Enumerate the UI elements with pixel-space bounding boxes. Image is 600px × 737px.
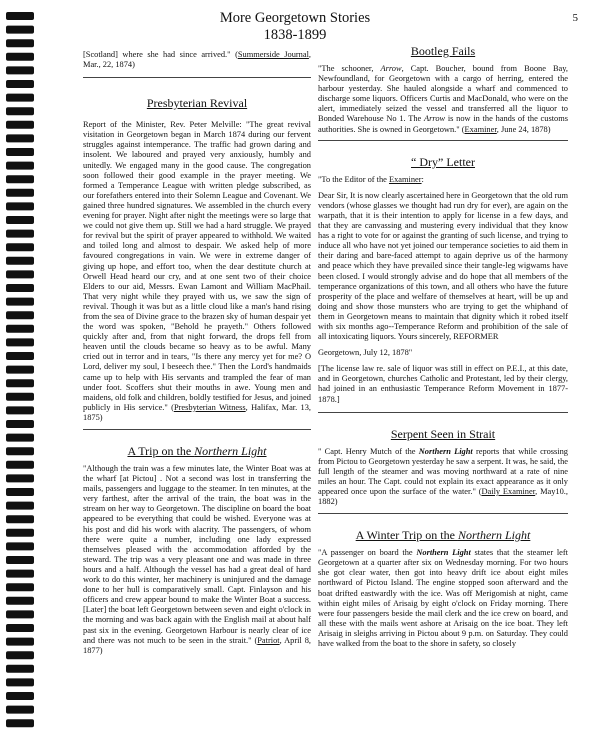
- article-title-dry-letter: “ Dry” Letter: [411, 154, 475, 169]
- binding-coil: [6, 706, 34, 714]
- binding-coil: [6, 189, 34, 197]
- binding-coil: [6, 570, 34, 578]
- binding-coil: [6, 542, 34, 550]
- binding-coil: [6, 461, 34, 469]
- citation: Patriot: [257, 635, 280, 645]
- article-title-trip: A Trip on the Northern Light: [127, 444, 267, 458]
- running-header: [45, 10, 545, 44]
- citation: Examiner: [464, 124, 497, 134]
- binding-coil: [6, 148, 34, 156]
- article-body-winter-trip: "A passenger on board the Northern Light states that the steamer left Georgetown at a quarter after six on Wednesday morning. For two hours she got clear water, then got into heavy drift ice about eight miles northward of Pictou Island. The engine stopped soon afterward and the boat drifted eastwardly with the ice. Was off Merigomish at night, came within eight miles of Arisaig by eight o'clock on Friday morning. There were four passengers beside the mail clerk and the ice crew on board, and all these with the mails went ashore at Arisaig on the ice boat. They left Arisaig in sleighs arriving in Pictou about 9 p.m. on Saturday. They could have walked from the boat to the shore in safety, so closely: [318, 548, 568, 649]
- binding-coil: [6, 94, 34, 102]
- binding-coil: [6, 39, 34, 47]
- binding-coil: [6, 107, 34, 115]
- letter-dateline: Georgetown, July 12, 1878": [318, 348, 413, 358]
- header-title: More Georgetown Stories: [219, 10, 371, 26]
- binding-coil: [6, 311, 34, 319]
- binding-coil: [6, 134, 34, 142]
- binding-coil: [6, 26, 34, 34]
- spiral-binding: [0, 0, 40, 737]
- binding-coil: [6, 66, 34, 74]
- binding-coil: [6, 393, 34, 401]
- editor-note: [The license law re. sale of liquor was still in effect on P.E.I., at this date, and in Georgetown, churches Catholic and Protestant, led by their clergy, had joined in an enthusiastic Temperance Reform Movement in 1877-1878.]: [318, 364, 568, 404]
- binding-coil: [6, 515, 34, 523]
- article-body-bootleg: "The schooner, Arrow, Capt. Boucher, bound from Boone Bay, Newfoundland, for Georgetown with a cargo of herring, entered the harbour yesterday. She hauled alongside a wharf and commenced to discharge some liquors. Officers Curtis and MacDonald, who were on the alert, immediately seized the vessel and transferred all the liquor to Bonded Warehouse No 1. The Arrow is now in the hands of the customs authorities. She is owned in Georgetown." (Examiner, June 24, 1878): [318, 64, 568, 134]
- binding-coil: [6, 175, 34, 183]
- citation: Daily Examiner: [481, 487, 536, 496]
- binding-coil: [6, 325, 34, 333]
- right-column: [318, 44, 568, 724]
- binding-coil: [6, 338, 34, 346]
- binding-coil: [6, 379, 34, 387]
- binding-coil: [6, 529, 34, 537]
- header-years: 1838-1899: [263, 27, 327, 43]
- binding-coil: [6, 80, 34, 88]
- binding-coil: [6, 692, 34, 700]
- left-column: [83, 50, 311, 722]
- binding-coil: [6, 366, 34, 374]
- binding-coil: [6, 502, 34, 510]
- binding-coil: [6, 53, 34, 61]
- binding-coil: [6, 665, 34, 673]
- article-body-serpent: " Capt. Henry Mutch of the Northern Light reports that while crossing from Pictou to Georgetown yesterday he saw a serpent. It was, he said, the full length of the steamer and was moving northward at a rate of nine miles an hour. The Capt. could not explain its exact appearance as it only appeared once upon the surface of the water." (Daily Examiner, May10., 1882): [318, 446, 568, 507]
- binding-coil: [6, 270, 34, 278]
- article-body-trip: "Although the train was a few minutes late, the Winter Boat was at the wharf [at Pictou] . Not a second was lost in transferring the mails, passengers and luggage to the steamer. In ten minutes, at the very farthest, after the arrival of the train, the boat was in the stream on her way to Georgetown. The discipline on board the boat appeared to be everything that could be wished. Everyone was at his post and did his work with alacrity. The passengers, of whom there were quite a number, including one lady expressed themselves pleased with the accommodation afforded by the steward. The trip was a very pleasant one and was made in three hours and a half. Although the vessel has had a great deal of hard work to do this winter, her machinery is uninjured and the damage done to her hull is comparatively small. Capt. Finlayson and his officers and crew appear bound to make the Winter Boat a success. [Later] the boat left Georgetown between seven and eight o'clock in the morning and was back again with the English mail at about half past six in the evening. Georgetown Harbour is nearly clear of ice and there was not much to be seen in the strait." (Patriot, April 8, 1877): [83, 464, 311, 655]
- binding-coil: [6, 202, 34, 210]
- citation: Presbyterian Witness: [173, 402, 246, 412]
- binding-coil: [6, 556, 34, 564]
- binding-coil: [6, 610, 34, 618]
- binding-coil: [6, 597, 34, 605]
- article-title-revival: Presbyterian Revival: [146, 96, 248, 111]
- binding-coil: [6, 638, 34, 646]
- binding-coil: [6, 447, 34, 455]
- page: [45, 0, 600, 737]
- binding-coil: [6, 298, 34, 306]
- letter-body: Dear Sir, It is now clearly ascertained here in Georgetown that the old rum vendors (whose glasses we thought had run dry for ever), are again on the warpath, that it is their intention to apply for license in a few days, and that they are canvassing and mustering every individual that they know has a right to vote for or against the granting of such license, and trying to induce all who have not yet joined our temperance societies to aid them in their daring and bare-faced attempt to again deprive us of the harmony and peace which they have prevailed since their tangle-leg wigwams have been closed. I would strongly advise and do hope that all members of the temperance organizations of this town, and all others who have the future prosperity of the place and welfare of themselves at heart, will be up and doing and show those munsters who are trying to get the whiphand of them in Georgetown means to maintain that dignity which it robed itself with six months ago--Temperance Reform and prohibition of the sale of all intoxicating liquors. Yours sincerely, REFORMER: [318, 190, 568, 342]
- binding-coil: [6, 216, 34, 224]
- binding-coil: [6, 257, 34, 265]
- letter-salutation: "To the Editor of the Examiner:: [318, 174, 424, 184]
- binding-coil: [6, 678, 34, 686]
- binding-coil: [6, 230, 34, 238]
- article-body-revival: Report of the Minister, Rev. Peter Melville: "The great revival visitation in Georgetown began in March 1874 during our fervent struggles against intemperance. The traffic had grown daring and insolent. We laboured and prayed very anxiously, humbly and unitedly. We engaged many in the good cause. The congregation soon followed their good example in the prayer meeting. We formed a Temperance League with written pledge subscribed, as our forefathers entered into their Solemn League and Covenant. We gained three hundred signatures. We assembled in the church every evening for prayer. Night after night the meetings were so large that we could not give them up. Still we had a hard struggle. We prayed for revival but the spirit of prayer appeared to withhold. We waited and toiled long and almost to despair. We asked help of more favoured congregations in vain. We were in extreme danger of giving up hope, and effort too, when the dear destitute church at Orwell Head heard our cry, and at one sent two of their choice Elders to our aid, Messrs. Ewan Lamont and William MacPhail. That very night while they prayed with us, we saw the sign of revival. Though it was but as a little cloud like a man's hand rising from the sea of Divine grace to the brazen sky of human despair yet the word was spoken, "Behold he prayeth." Others followed quickly after and, from that night forward, the drops fell from heaven until the clouds became so heavy as to be awful. Many cried out in terror and in tears, "Is there any mercy yet for me? O Lord, deliver my soul, I beseech thee." Then the Lord's handmaids came up to help with His servants and trampled the fear of man under foot. Scoffers shut their mouths in awe. Young men and maidens, old folk and children, boldly testified for Jesus, and joined publicly in His service." (Presbyterian Witness, Halifax, Mar. 13, 1875): [83, 120, 312, 422]
- binding-coil: [6, 284, 34, 292]
- article-title-serpent: Serpent Seen in Strait: [390, 426, 496, 441]
- binding-coil: [6, 474, 34, 482]
- binding-coil: [6, 352, 34, 360]
- binding-coil: [6, 243, 34, 251]
- binding-coil: [6, 406, 34, 414]
- binding-coil: [6, 420, 34, 428]
- binding-coil: [6, 651, 34, 659]
- binding-coil: [6, 434, 34, 442]
- intro-paragraph: [Scotland] where she had since arrived." (Summerside Journal, Mar., 22, 1874): [83, 50, 312, 70]
- binding-coil: [6, 121, 34, 129]
- article-title-bootleg: Bootleg Fails: [410, 44, 476, 58]
- binding-coil: [6, 12, 34, 20]
- citation: Summerside Journal: [237, 50, 309, 59]
- binding-coil: [6, 624, 34, 632]
- binding-coil: [6, 583, 34, 591]
- binding-coil: [6, 162, 34, 170]
- binding-coil: [6, 719, 34, 727]
- article-title-winter-trip: A Winter Trip on the Northern Light: [355, 528, 531, 543]
- page-number: 5: [572, 12, 578, 24]
- binding-coil: [6, 488, 34, 496]
